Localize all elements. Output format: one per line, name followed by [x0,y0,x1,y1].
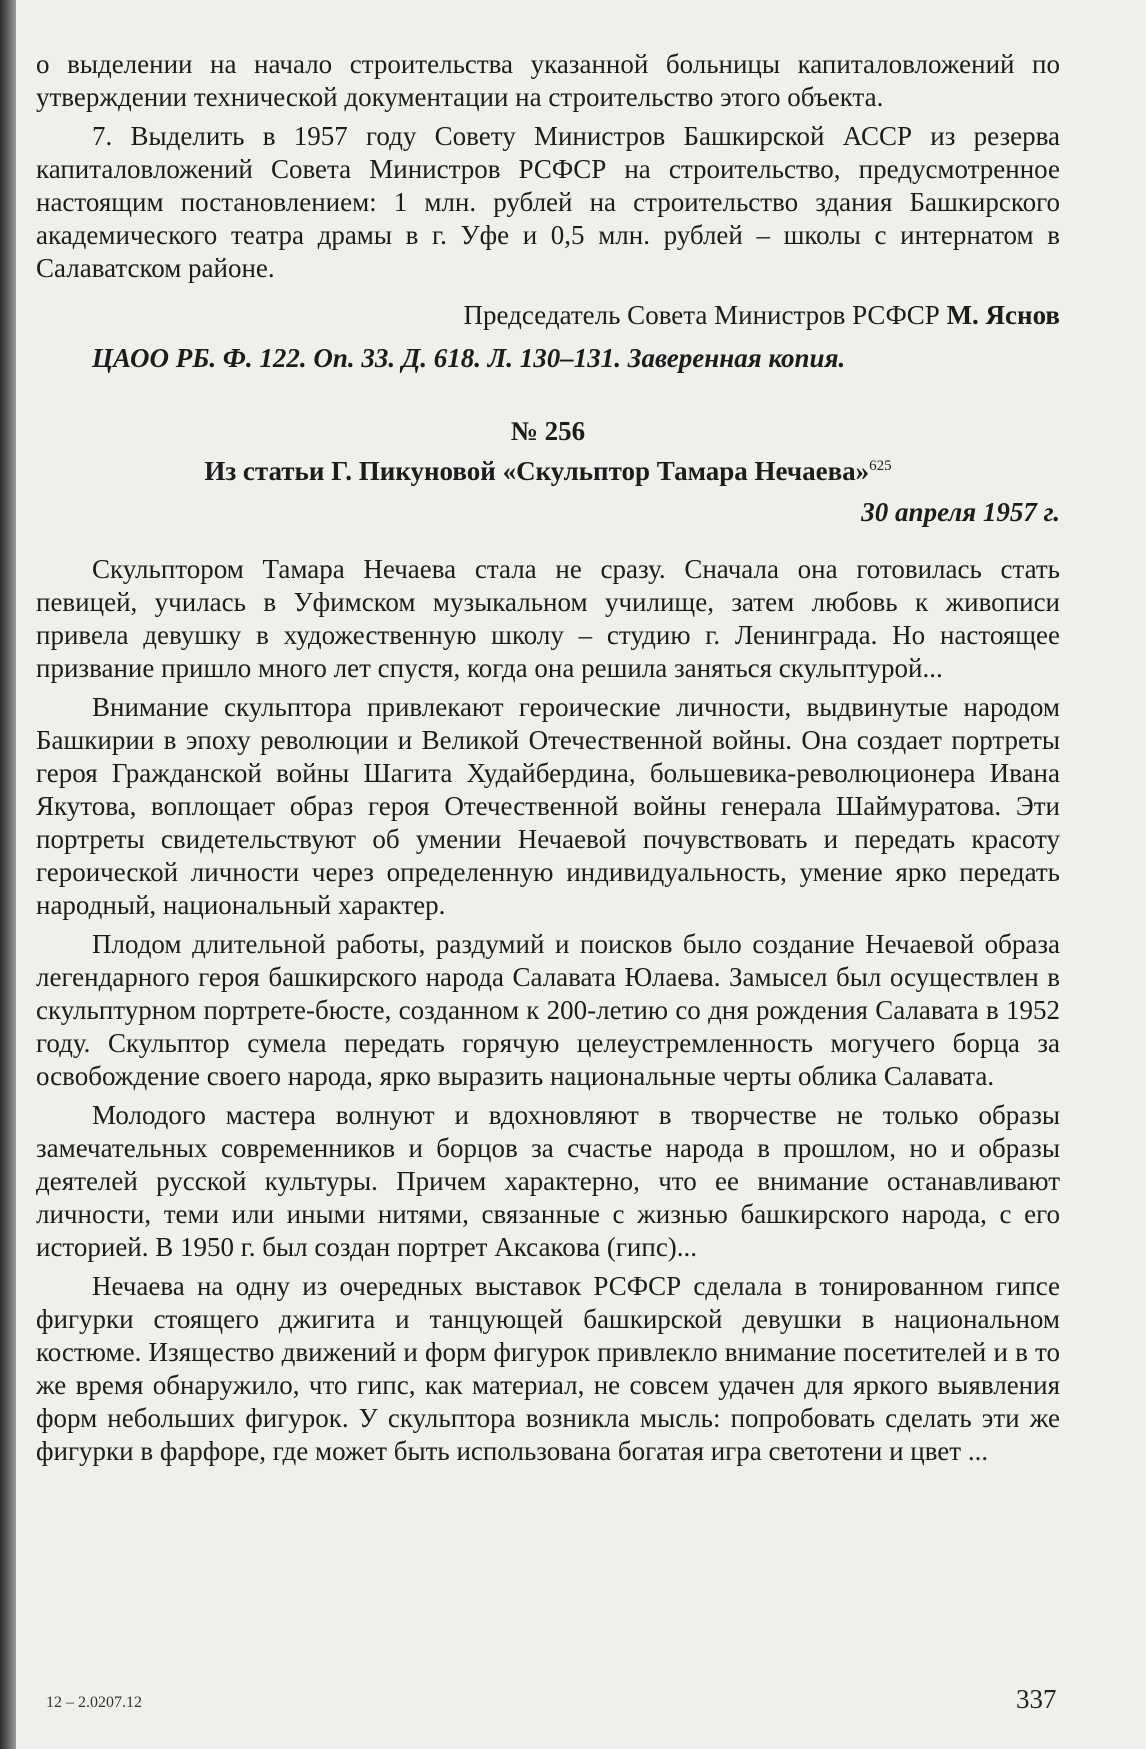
signature-position: Председатель Совета Министров РСФСР [463,300,940,330]
body-paragraph: Плодом длительной работы, раздумий и поисков было создание Нечаевой образа легендарного героя башкирского народа Салавата Юлаева. Замысел был осуществлен в скульптурном портрете-бюсте, созданном к 200-летию со дня рождения Салавата в 1952 году. Скульптор сумела передать горячую целеустремленность могучего борца за освобождение своего народа, ярко выразить национальные черты облика Салавата. [36,929,1060,1091]
signature-name: М. Яснов [946,300,1060,330]
document-title-text: Из статьи Г. Пикуновой «Скульптор Тамара Нечаева» [204,456,870,486]
body-paragraph: Скульптором Тамара Нечаева стала не сразу. Сначала она готовилась стать певицей, училась в Уфимском музыкальном училище, затем любовь к живописи привела девушку в художественную школу – студию г. Ленинграда. Но настоящее призвание пришло много лет спустя, когда она решила заняться скульптурой... [36,554,1060,683]
body-paragraph: Внимание скульптора привлекают героические личности, выдвинутые народом Башкирии в эпоху революции и Великой Отечественной войны. Она создает портреты героя Гражданской войны Шагита Худайбердина, большевика-революционера Ивана Якутова, воплощает образ героя Отечественной войны генерала Шаймуратова. Эти портреты свидетельствуют об умении Нечаевой почувствовать и передать красоту героической личности через определенную индивидуальность, умение ярко передать народный, национальный характер. [36,692,1060,920]
book-spine [0,0,16,1749]
archive-reference: ЦАОО РБ. Ф. 122. Оп. 33. Д. 618. Л. 130–131. Заверенная копия. [92,343,846,373]
page-content [36,48,1060,1474]
document-title [36,450,1060,488]
page-number: 337 [1016,1684,1057,1714]
body-paragraph: Молодого мастера волнуют и вдохновляют в творчестве не только образы замечательных современников и борцов за счастье народа в прошлом, но и образы деятелей русской культуры. Причем характерно, что ее внимание останавливают личности, теми или иными нитями, связанные с жизнью башкирского народа, с его историей. В 1950 г. был создан портрет Аксакова (гипс)... [36,1100,1060,1262]
print-code: 12 – 2.0207.12 [46,1694,142,1711]
paragraph-item-7: 7. Выделить в 1957 году Совету Министров Башкирской АССР из резерва капиталовложений Совета Министров РСФСР на строительство, предусмотренное настоящим постановлением: 1 млн. рублей на строительство здания Башкирского академического театра драмы в г. Уфе и 0,5 млн. рублей – школы с интернатом в Салаватском районе. [36,121,1060,283]
footnote-marker: 625 [869,458,892,474]
book-page [16,0,1146,1749]
signature-block [36,299,1060,332]
document-number: № 256 [510,416,586,446]
document-date: 30 апреля 1957 г. [861,497,1060,527]
paragraph-continued: о выделении на начало строительства указанной больницы капиталовложений по утверждении технической документации на строительство этого объекта. [36,49,1060,112]
body-paragraph: Нечаева на одну из очередных выставок РСФСР сделала в тонированном гипсе фигурки стоящего джигита и танцующей башкирской девушки в национальном костюме. Изящество движений и форм фигурок привлекло внимание посетителей и в то же время обнаружило, что гипс, как материал, не совсем удачен для яркого выявления форм небольших фигурок. У скульптора возникла мысль: попробовать сделать эти же фигурки в фарфоре, где может быть использована богатая игра светотени и цвет ... [36,1271,1060,1466]
